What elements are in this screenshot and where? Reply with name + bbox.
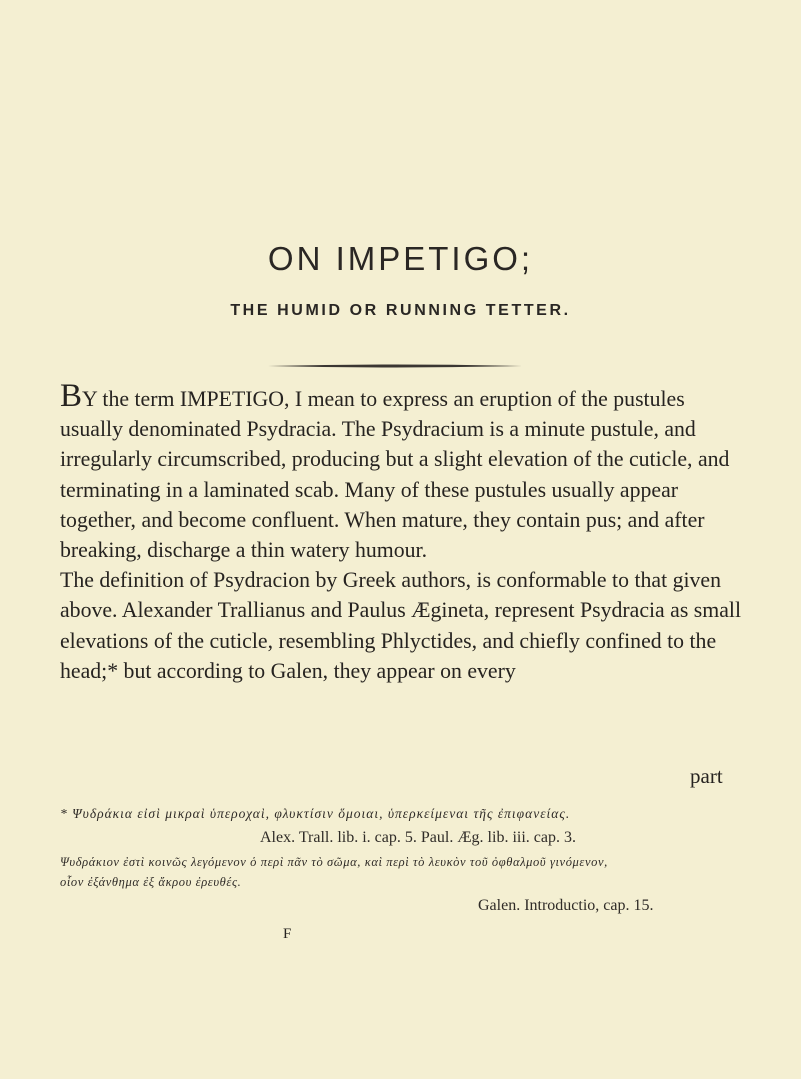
footnote-greek-quote-1: * Ψυδράκια εἰσὶ μικραὶ ὑπεροχαὶ, φλυκτίσιν ὅμοιαι, ὑπερκείμεναι τῆς ἐπιφανείας. xyxy=(60,806,571,821)
footnote-citation-2: Galen. Introductio, cap. 15. xyxy=(478,897,654,914)
catchword: part xyxy=(690,764,723,788)
drop-cap: B xyxy=(60,378,83,414)
signature-mark: F xyxy=(283,926,292,942)
footnote-citation-1: Alex. Trall. lib. i. cap. 5. Paul. Æg. lib. iii. cap. 3. xyxy=(260,829,576,846)
paragraph-2: The definition of Psydracion by Greek authors, is conformable to that given above. Alexander Trallianus and Paulus Ægineta, represent Psydracia as small elevations of the cuticle, resembling Phlyctides, and chiefly confined to the head;* but according to Galen, they appear on every xyxy=(60,568,742,683)
decorative-rule xyxy=(268,364,522,368)
chapter-subtitle: THE HUMID OR RUNNING TETTER. xyxy=(230,302,571,319)
paragraph-1 xyxy=(60,380,750,565)
body-text xyxy=(60,380,750,686)
chapter-title: ON IMPETIGO; xyxy=(267,240,534,277)
footnote-greek-quote-3: οἷον ἐξάνθημα ἐξ ἄκρου ἐρευθές. xyxy=(60,875,242,889)
footnote-greek-quote-2: Ψυδράκιον ἐστὶ κοινῶς λεγόμενον ὁ περὶ πᾶν τὸ σῶμα, καὶ περὶ τὸ λευκὸν τοῦ ὀφθαλμοῦ γινόμενον, xyxy=(60,855,608,869)
paragraph-1-text: Y the term IMPETIGO, I mean to express an eruption of the pustules usually denominated Psydracia. The Psydracium is a minute pustule, and irregularly circumscribed, producing but a slight elevation of the cuticle, and terminating in a laminated scab. Many of these pustules usually appear together, and become confluent. When mature, they contain pus; and after breaking, discharge a thin watery humour. xyxy=(60,387,730,563)
